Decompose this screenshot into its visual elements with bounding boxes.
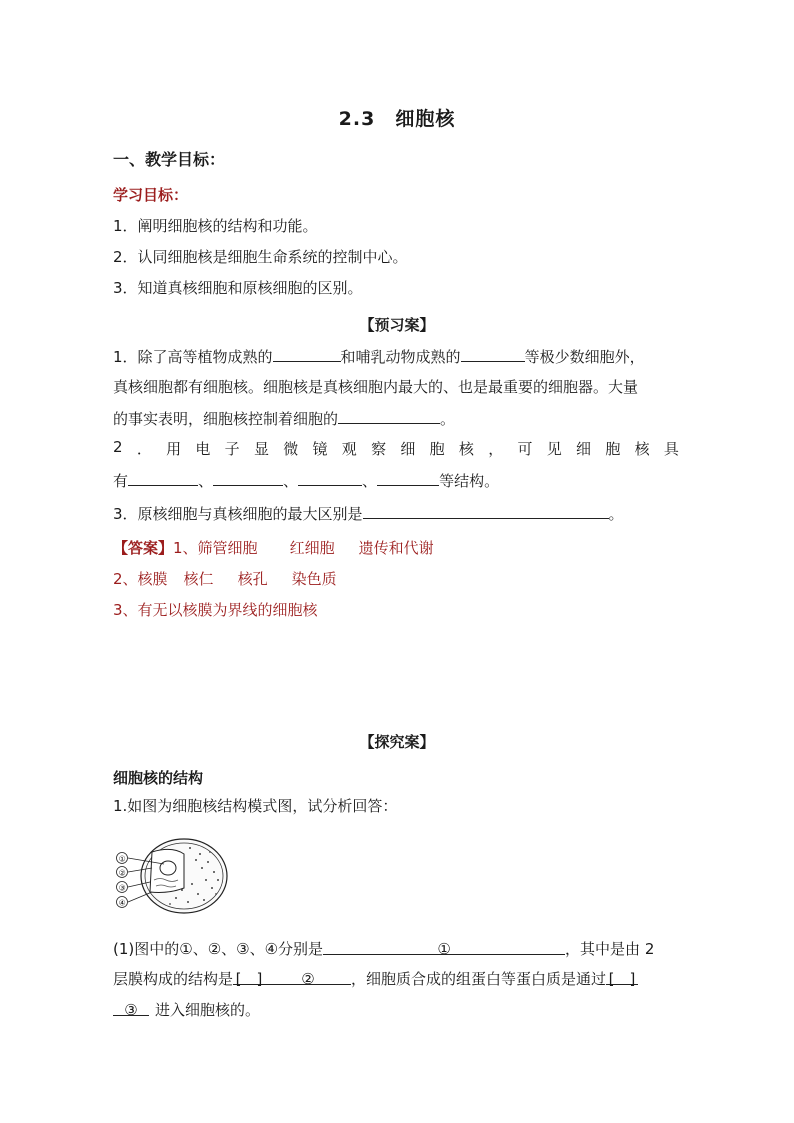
blank[interactable]	[363, 502, 609, 519]
blank[interactable]	[461, 345, 525, 362]
page-title: 2.3 细胞核	[338, 108, 456, 130]
section-heading-teaching-goals: 一、教学目标：	[113, 150, 226, 169]
explore-q1-1-line1: (1)图中的①、②、③、④分别是 ① ，其中是由 2	[113, 940, 655, 958]
explore-heading: 【探究案】	[359, 733, 435, 751]
answer-line1: 【答案】1、筛管细胞 红细胞 遗传和代谢	[113, 539, 434, 557]
explore-q1-1-line2: 层膜构成的结构是 [ ] ② ，细胞质合成的组蛋白等蛋白质是通过 [ ]	[113, 968, 638, 990]
learning-goal-item: 1．阐明细胞核的结构和功能。	[113, 217, 318, 235]
preview-heading: 【预习案】	[359, 316, 435, 334]
explore-q1-1-line3: ③ 进入细胞核的。	[113, 999, 260, 1021]
blank[interactable]	[273, 345, 341, 362]
learning-goal-item: 3．知道真核细胞和原核细胞的区别。	[113, 279, 363, 297]
blank[interactable]	[377, 469, 439, 486]
explore-subheading: 细胞核的结构	[113, 769, 204, 787]
label-4: ④	[118, 898, 126, 908]
blank[interactable]	[338, 407, 440, 424]
nucleolus	[160, 861, 176, 875]
explore-q1-intro: 1.如图为细胞核结构模式图，试分析回答：	[113, 797, 398, 815]
answer-blank-3[interactable]: ③	[113, 999, 149, 1016]
learning-goals-heading: 学习目标：	[113, 186, 189, 204]
preview-q1-line2: 真核细胞都有细胞核。细胞核是真核细胞内最大的、也是最重要的细胞器。大量	[113, 378, 639, 396]
label-3: ③	[118, 883, 126, 893]
bracket-blank[interactable]: [ ]	[606, 968, 638, 985]
nucleus-diagram	[112, 832, 232, 916]
answer-line2: 2、核膜 核仁 核孔 染色质	[113, 570, 337, 588]
label-1: ①	[118, 854, 126, 864]
blank[interactable]	[298, 469, 362, 486]
bracket-blank[interactable]: [ ]	[233, 968, 265, 985]
preview-q1-line1: 1．除了高等植物成熟的 和哺乳动物成熟的 等极少数细胞外，	[113, 345, 645, 368]
answer-blank-2[interactable]: ②	[265, 968, 351, 985]
blank[interactable]	[128, 469, 198, 486]
preview-q2-line1: 2 ． 用 电 子 显 微 镜 观 察 细 胞 核 ， 可 见 细 胞 核 具	[113, 438, 679, 458]
answer-blank-1[interactable]: ①	[323, 938, 565, 955]
preview-q1-line3: 的事实表明，细胞核控制着细胞的 。	[113, 407, 455, 430]
preview-q3: 3．原核细胞与真核细胞的最大区别是 。	[113, 502, 624, 525]
preview-q2-line2: 有 、 、 、 等结构。	[113, 469, 499, 492]
answer-label: 【答案】	[113, 539, 174, 557]
answer-line3: 3、有无以核膜为界线的细胞核	[113, 601, 318, 619]
label-2: ②	[118, 868, 126, 878]
diagram-labels	[117, 853, 128, 908]
learning-goal-item: 2．认同细胞核是细胞生命系统的控制中心。	[113, 248, 408, 266]
blank[interactable]	[213, 469, 283, 486]
